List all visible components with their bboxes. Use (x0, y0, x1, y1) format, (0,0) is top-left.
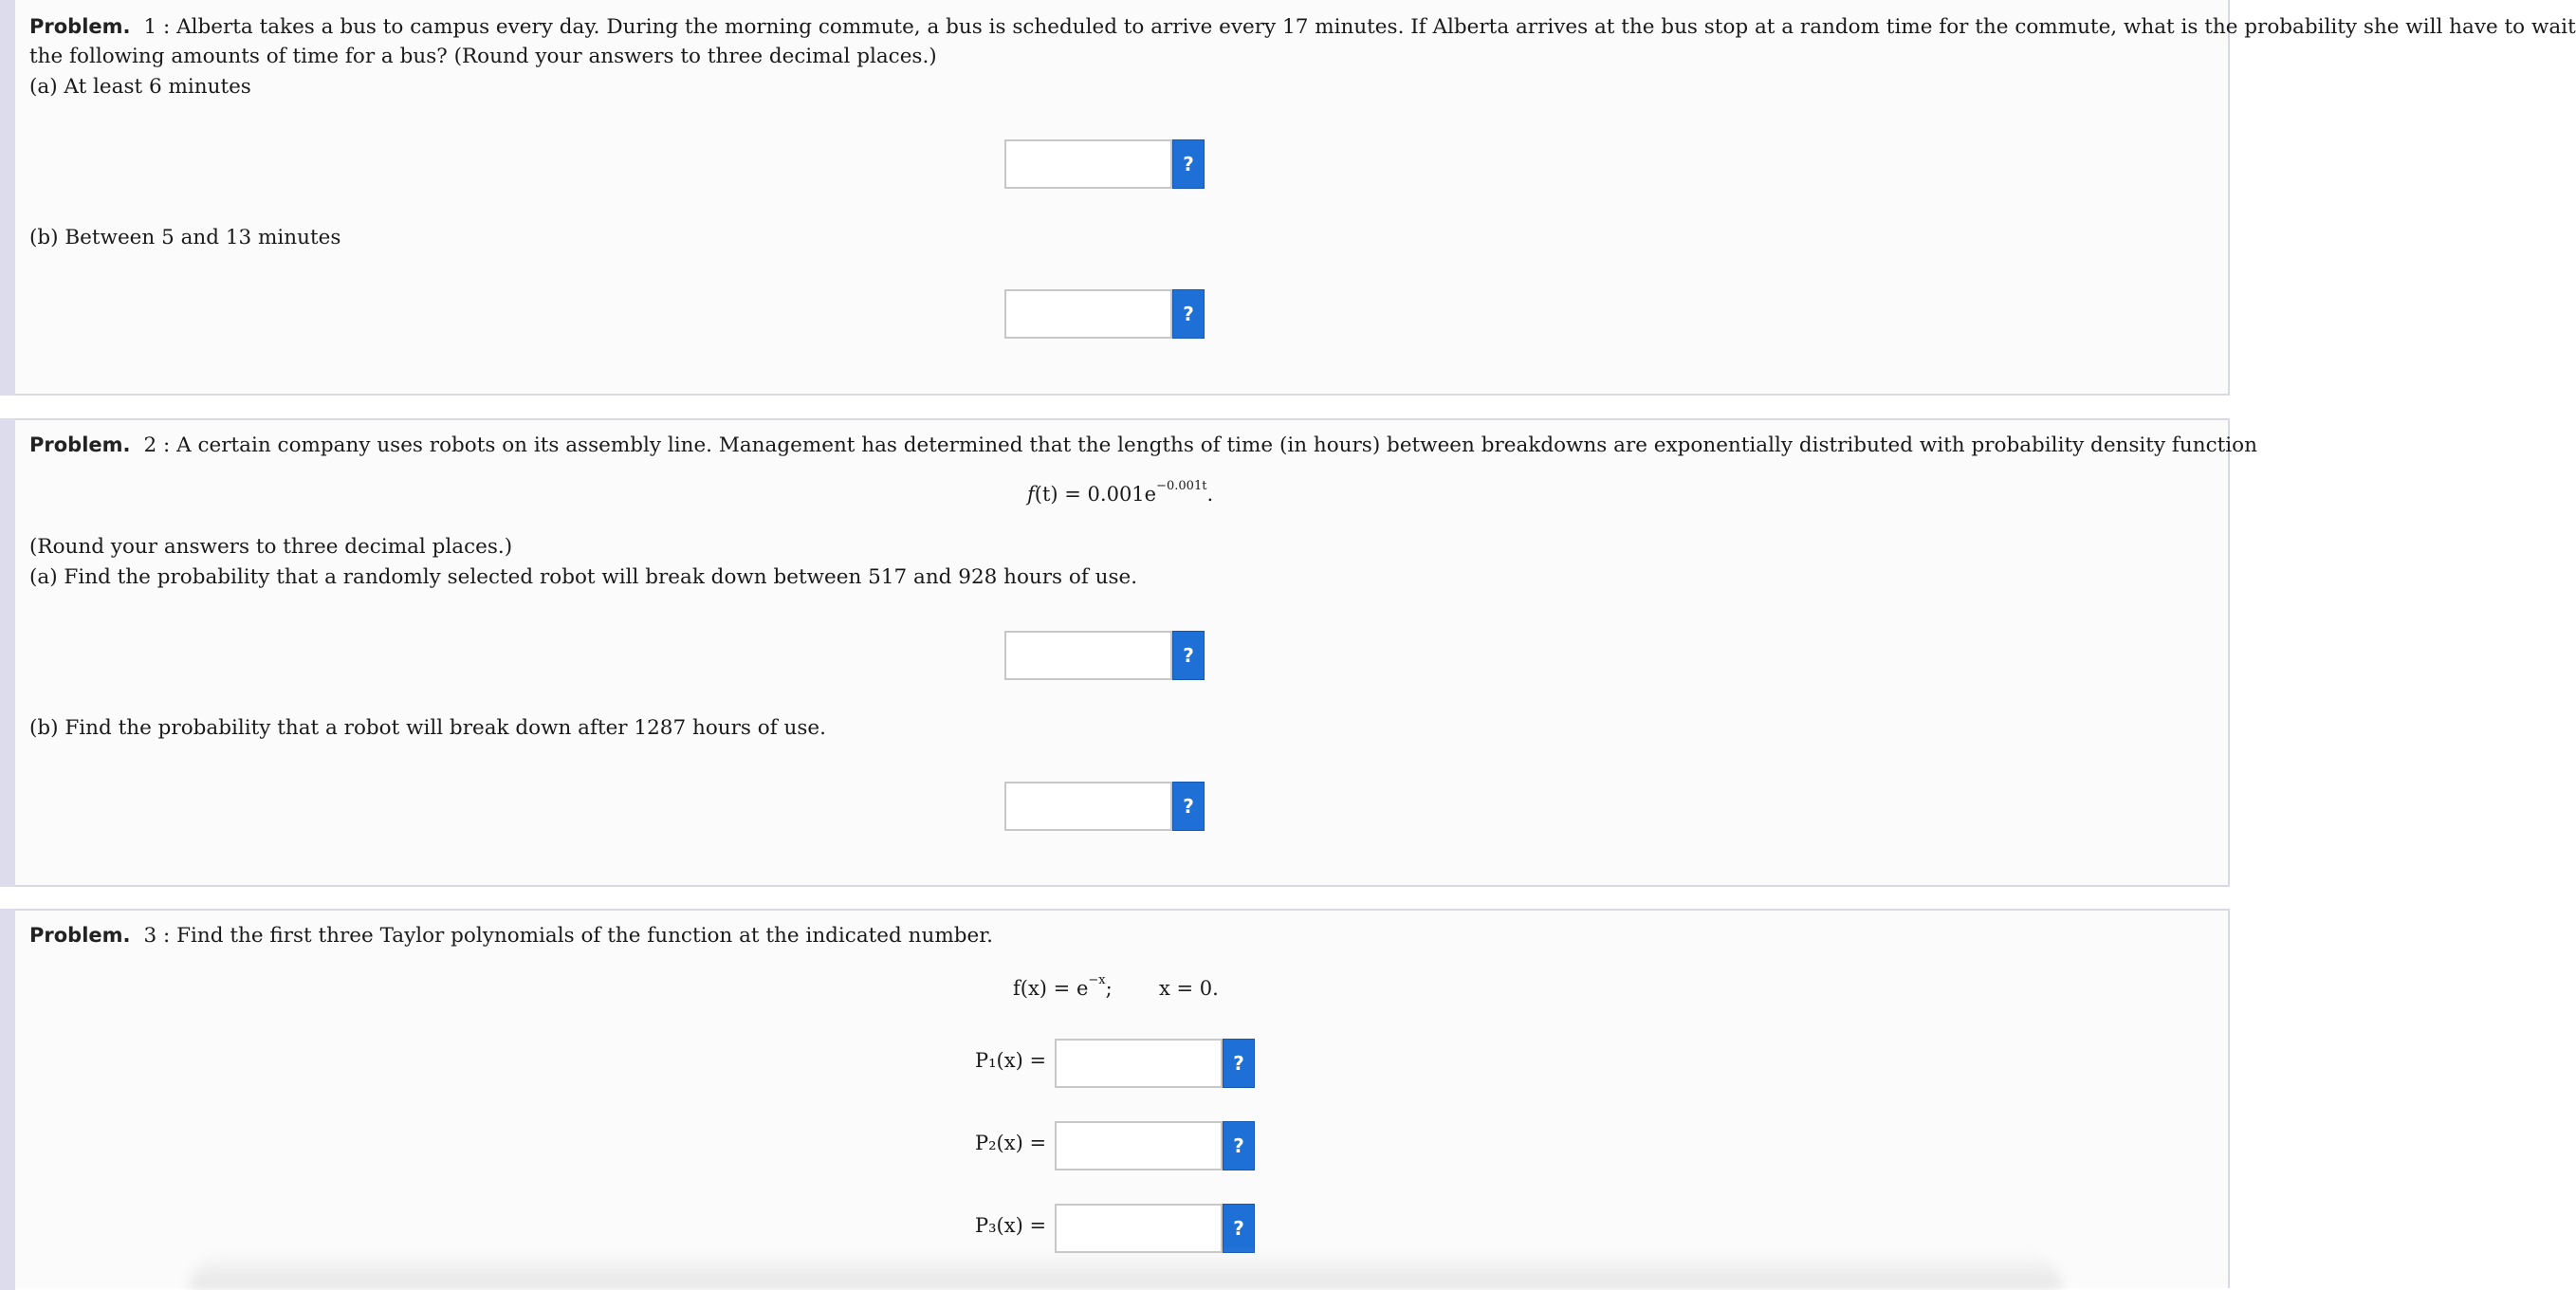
help-button[interactable]: ? (1172, 289, 1205, 339)
p2-label: P₂(x) = (975, 1132, 1047, 1154)
answer-2b-input[interactable] (1004, 782, 1172, 831)
answer-1b-input[interactable] (1004, 289, 1172, 339)
answer-3-p2 (1055, 1121, 1255, 1170)
problem-1-part-a: (a) At least 6 minutes (29, 75, 251, 99)
problem-2-part-a: (a) Find the probability that a randomly selected robot will break down between 517 and 928 hours of use. (29, 565, 1138, 589)
answer-2b (1004, 782, 1205, 831)
help-button[interactable]: ? (1172, 139, 1205, 189)
answer-2a (1004, 631, 1205, 680)
problem-number: 1 : (143, 15, 177, 39)
problem-1-statement (29, 11, 2576, 43)
problem-text: Find the first three Taylor polynomials of the function at the indicated number. (176, 924, 993, 948)
problem-3-statement (29, 920, 993, 951)
problem-label: Problem. (29, 433, 131, 456)
help-button[interactable]: ? (1172, 782, 1205, 831)
problem-number: 3 : (143, 924, 177, 948)
problem-text: A certain company uses robots on its assembly line. Management has determined that the lengths of time (in hours) between breakdowns are exponentially distributed with probability density function (176, 433, 2257, 457)
help-button[interactable]: ? (1223, 1204, 1255, 1253)
answer-3-p3 (1055, 1204, 1255, 1253)
problem-label: Problem. (29, 924, 131, 947)
problem-3-card (0, 909, 2230, 1288)
problem-label: Problem. (29, 15, 131, 38)
problem-number: 2 : (143, 433, 177, 457)
answer-1a-input[interactable] (1004, 139, 1172, 189)
answer-2a-input[interactable] (1004, 631, 1172, 680)
bottom-shadow (190, 1252, 2062, 1290)
problem-2-card (0, 418, 2257, 887)
answer-p2-input[interactable] (1055, 1121, 1223, 1170)
function-formula: $f(x) = e^{-x}$; (1013, 973, 1113, 1000)
answer-p3-input[interactable] (1055, 1204, 1223, 1253)
help-button[interactable]: ? (1172, 631, 1205, 680)
answer-1b (1004, 289, 1205, 339)
answer-p1-input[interactable] (1055, 1039, 1223, 1088)
problem-text: Alberta takes a bus to campus every day. During the morning commute, a bus is scheduled to arrive every 17 minutes. If Alberta arrives at the bus stop at a random time for the commute, what is the probability she will have to wait (176, 15, 2576, 39)
problem-1-part-b: (b) Between 5 and 13 minutes (29, 226, 341, 249)
problem-1-card (0, 0, 2576, 396)
density-formula: $f(t) = 0.001e^{-0.001t}$. (1027, 479, 1214, 506)
help-button[interactable]: ? (1223, 1121, 1255, 1170)
p1-label: P₁(x) = (975, 1049, 1047, 1072)
answer-3-p1 (1055, 1039, 1255, 1088)
answer-1a (1004, 139, 1205, 189)
p3-label: P₃(x) = (975, 1214, 1047, 1237)
problem-2-round-note: (Round your answers to three decimal places.) (29, 535, 513, 559)
help-button[interactable]: ? (1223, 1039, 1255, 1088)
expansion-point: x = 0. (1159, 977, 1219, 1000)
problem-2-part-b: (b) Find the probability that a robot will break down after 1287 hours of use. (29, 716, 826, 740)
problem-2-statement (29, 430, 2257, 461)
problem-1-statement-cont: the following amounts of time for a bus? (Round your answers to three decimal places.) (29, 45, 937, 68)
